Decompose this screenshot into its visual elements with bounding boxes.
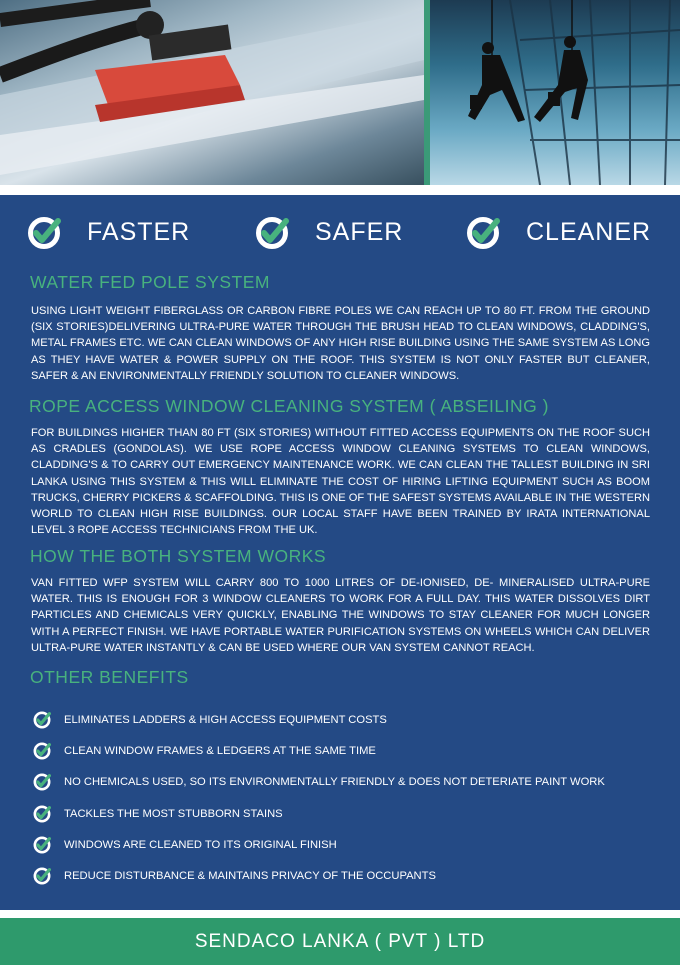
benefit-label: WINDOWS ARE CLEANED TO ITS ORIGINAL FINISH bbox=[64, 838, 337, 851]
tagline-label: FASTER bbox=[87, 218, 191, 246]
benefit-label: TACKLES THE MOST STUBBORN STAINS bbox=[64, 807, 283, 820]
tagline-label: SAFER bbox=[315, 218, 404, 246]
check-circle-icon bbox=[466, 216, 500, 250]
section-heading-rope-access: ROPE ACCESS WINDOW CLEANING SYSTEM ( ABSEILING ) bbox=[29, 396, 549, 416]
check-circle-icon bbox=[33, 836, 51, 854]
divider bbox=[0, 185, 680, 195]
footer bbox=[0, 918, 680, 965]
list-item bbox=[33, 829, 605, 860]
benefit-label: NO CHEMICALS USED, SO ITS ENVIRONMENTALLY FRIENDLY & DOES NOT DETERIATE PAINT WORK bbox=[64, 776, 605, 789]
benefit-label: ELIMINATES LADDERS & HIGH ACCESS EQUIPMENT COSTS bbox=[64, 713, 387, 726]
check-circle-icon bbox=[33, 867, 51, 885]
list-item bbox=[33, 798, 605, 829]
section-heading-how-it-works: HOW THE BOTH SYSTEM WORKS bbox=[30, 546, 327, 566]
tagline-cleaner bbox=[466, 210, 651, 255]
header-photos bbox=[0, 0, 680, 185]
tagline-faster bbox=[27, 210, 190, 255]
window-cleaning-brush-photo bbox=[0, 0, 424, 185]
list-item bbox=[33, 860, 605, 891]
tagline-safer bbox=[255, 210, 403, 255]
check-circle-icon bbox=[255, 216, 289, 250]
check-circle-icon bbox=[33, 742, 51, 760]
taglines bbox=[0, 210, 680, 255]
check-circle-icon bbox=[27, 216, 61, 250]
company-name: SENDACO LANKA ( PVT ) LTD bbox=[194, 930, 486, 952]
section-body-rope-access: FOR BUILDINGS HIGHER THAN 80 FT (SIX STORIES) WITHOUT FITTED ACCESS EQUIPMENTS ON THE ROOF SUCH AS CRADLES (GONDOLAS). WE USE ROPE ACCESS WINDOW CLEANING SYSTEMS TO CLEAN WINDOWS, CLADDING'S & TO CARRY OUT EMERGENCY MAINTENANCE WORK. WE CAN CLEAN THE TALLEST BUILDING IN SRI LANKA USING THIS SYSTEM & THIS WILL ELIMINATE THE COST OF HIRING LIFTING EQUIPMENT SUCH AS BOOM TRUCKS, CHERRY PICKERS & SCAFFOLDING. THIS IS ONE OF THE SAFEST SYSTEMS AVAILABLE IN THE WESTERN WORLD TO CLEAN HIGH RISE BUILDINGS. OUR LOCAL STAFF HAVE BEEN TRAINED BY IRATA INTERNATIONAL LEVEL 3 ROPE ACCESS TECHNICIANS FROM THE UK. bbox=[31, 427, 650, 537]
tagline-label: CLEANER bbox=[526, 218, 652, 246]
benefits-list bbox=[33, 704, 605, 892]
divider bbox=[0, 910, 680, 918]
benefit-label: REDUCE DISTURBANCE & MAINTAINS PRIVACY OF THE OCCUPANTS bbox=[64, 870, 436, 883]
list-item bbox=[33, 767, 605, 798]
rope-access-cleaners-photo bbox=[430, 0, 680, 185]
check-circle-icon bbox=[33, 773, 51, 791]
section-body-water-fed-pole: USING LIGHT WEIGHT FIBERGLASS OR CARBON FIBRE POLES WE CAN REACH UP TO 80 FT. FROM THE GROUND (SIX STORIES)DELIVERING ULTRA-PURE WATER THROUGH THE BRUSH HEAD TO CLEAN WINDOWS, CLADDING'S, METAL FRAMES ETC. WE CAN CLEAN WINDOWS OF ANY HIGH RISE BUILDING USING THE SAME SYSTEM AS LONG AS THEY HAVE WATER & POWER SUPPLY ON THE ROOF. THIS SYSTEM IS NOT ONLY FASTER BUT CLEANER, SAFER & AN ENVIRONMENTALLY FRIENDLY SOLUTION TO CLEANER WINDOWS. bbox=[31, 305, 650, 382]
check-circle-icon bbox=[33, 805, 51, 823]
section-heading-water-fed-pole: WATER FED POLE SYSTEM bbox=[30, 272, 270, 292]
section-heading-other-benefits: OTHER BENEFITS bbox=[30, 667, 189, 687]
section-body-how-it-works: VAN FITTED WFP SYSTEM WILL CARRY 800 TO 1000 LITRES OF DE-IONISED, DE- MINERALISED ULTRA-PURE WATER. THIS IS ENOUGH FOR 3 WINDOW CLEANERS TO WORK FOR A FULL DAY. THIS WATER DISSOLVES DIRT PARTICLES AND CHEMICALS VERY QUICKLY, ENABLING THE WINDOWS TO STAY CLEANER FOR MUCH LONGER WITH A PERFECT FINISH. WE HAVE PORTABLE WATER PURIFICATION SYSTEMS ON WHEELS WHICH CAN DELIVER ULTRA-PURE WATER INSTANTLY & CAN BE USED WHERE OUR VAN SYSTEM CANNOT REACH. bbox=[31, 577, 650, 654]
list-item bbox=[33, 704, 605, 735]
list-item bbox=[33, 735, 605, 766]
benefit-label: CLEAN WINDOW FRAMES & LEDGERS AT THE SAME TIME bbox=[64, 744, 376, 757]
check-circle-icon bbox=[33, 711, 51, 729]
